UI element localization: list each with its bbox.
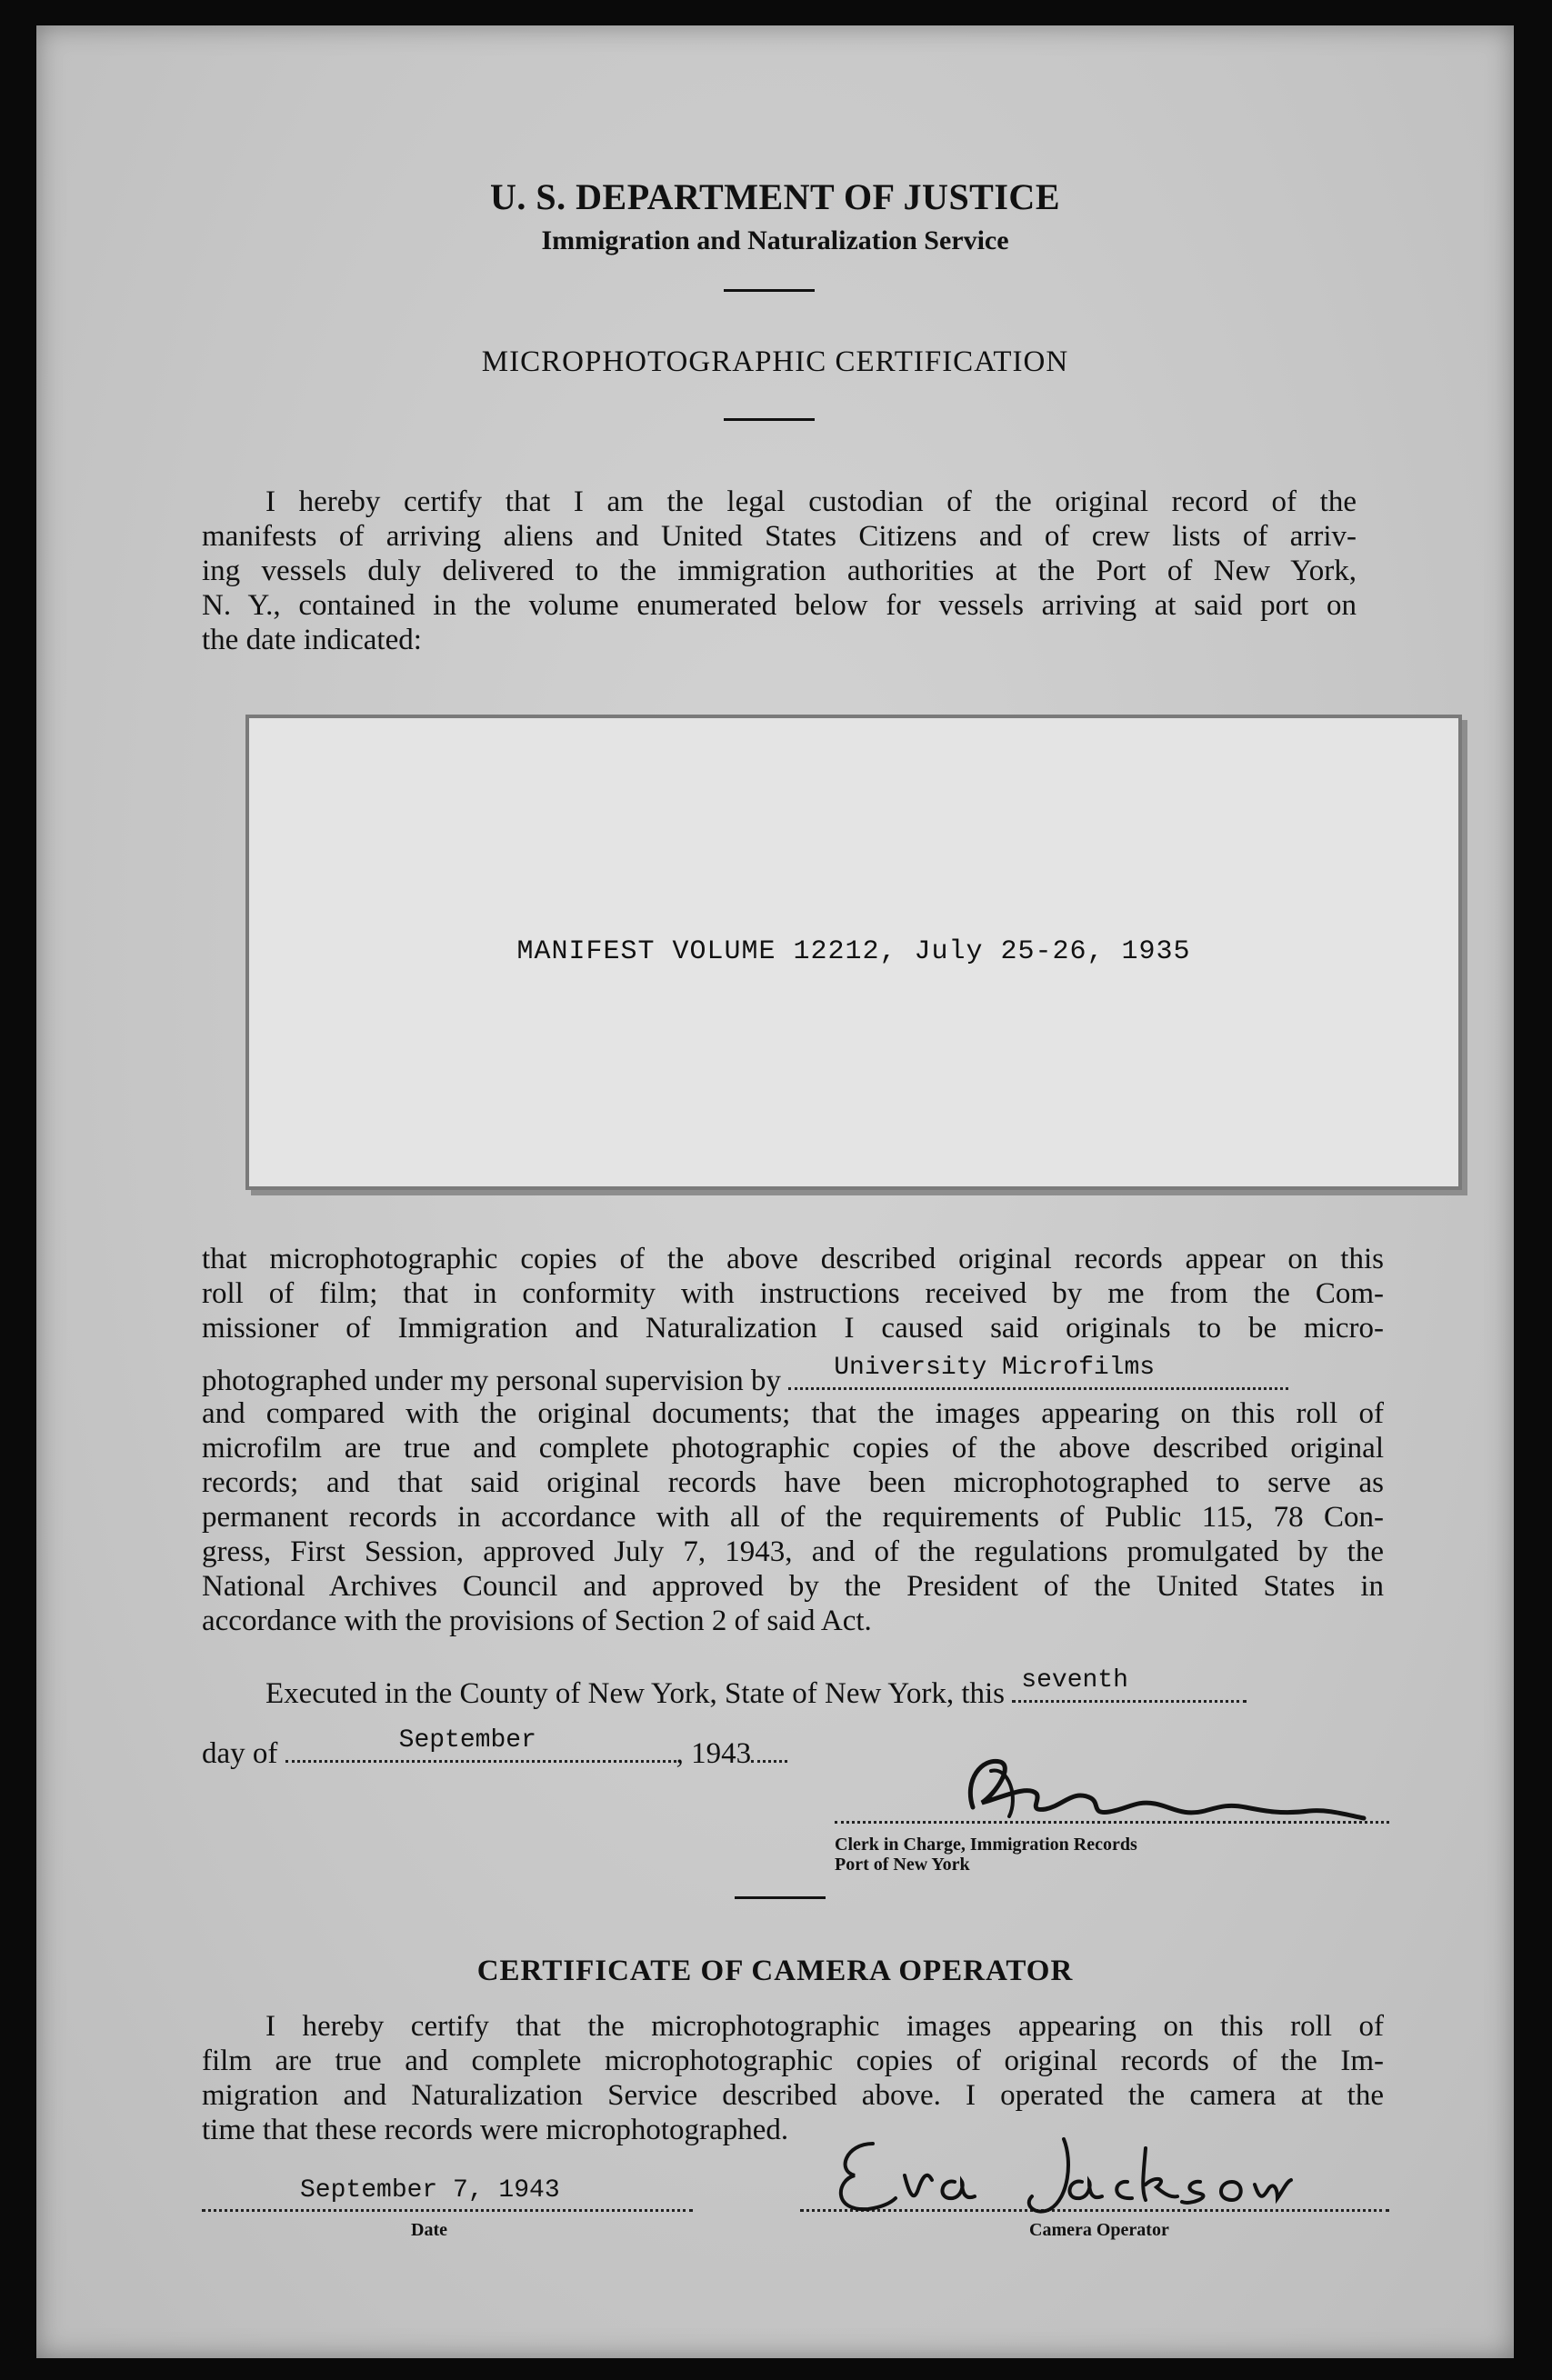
para-line: permanent records in accordance with all of the requirements of Public 115, 78 Con- (202, 1501, 1384, 1534)
para-line: roll of film; that in conformity with instructions received by me from the Com- (202, 1277, 1384, 1310)
para-line: gress, First Session, approved July 7, 1943, and of the regulations promulgated by the (202, 1535, 1384, 1568)
para-line: N. Y., contained in the volume enumerated below for vessels arriving at said port on (202, 589, 1357, 622)
copies-paragraph (202, 1242, 1384, 1345)
camera-certificate-title: CERTIFICATE OF CAMERA OPERATOR (476, 1955, 1074, 1987)
date-field (202, 2209, 693, 2212)
divider (735, 1896, 826, 1899)
manifest-volume: MANIFEST VOLUME 12212, July 25-26, 1935 (516, 936, 1191, 967)
certificate-sheet (36, 25, 1514, 2358)
year-value: , 1943 (676, 1737, 752, 1770)
clerk-signature (946, 1744, 1373, 1835)
para-line: ing vessels duly delivered to the immigration authorities at the Port of New York, (202, 555, 1357, 587)
date-label: Date (411, 2220, 447, 2240)
supervision-prefix: photographed under my personal supervision by (202, 1365, 781, 1397)
divider (724, 289, 815, 292)
day-of-line (202, 1726, 787, 1771)
clerk-title: Clerk in Charge, Immigration Records (835, 1835, 1137, 1855)
para-line: I hereby certify that I am the legal custodian of the original record of the (265, 485, 1357, 518)
month-field (285, 1726, 676, 1763)
executed-day-field (1012, 1666, 1247, 1703)
para-line: records; and that said original records have been microphotographed to serve as (202, 1466, 1384, 1499)
manifest-box (245, 715, 1462, 1190)
certification-title: MICROPHOTOGRAPHIC CERTIFICATION (481, 345, 1069, 378)
para-line: time that these records were microphotographed. (202, 2114, 789, 2146)
date-value: September 7, 1943 (300, 2176, 560, 2205)
para-line: and compared with the original documents; that the images appearing on this roll of (202, 1397, 1384, 1430)
clerk-port: Port of New York (835, 1855, 970, 1875)
custodian-paragraph (202, 485, 1357, 657)
day-of-prefix: day of (202, 1737, 278, 1770)
supervision-field (788, 1354, 1288, 1390)
para-line: missioner of Immigration and Naturalization I caused said originals to be micro- (202, 1312, 1384, 1345)
para-line: accordance with the provisions of Section 2 of said Act. (202, 1605, 872, 1637)
para-line: microfilm are true and complete photographic copies of the above described original (202, 1432, 1384, 1465)
operator-label: Camera Operator (1029, 2220, 1169, 2240)
executed-day: seventh (1021, 1666, 1128, 1695)
para-line: the date indicated: (202, 624, 422, 656)
para-line: film are true and complete microphotographic copies of original records of the Im- (202, 2045, 1384, 2077)
supervision-value: University Microfilms (834, 1354, 1156, 1382)
department-heading: U. S. DEPARTMENT OF JUSTICE (490, 176, 1060, 217)
executed-line (265, 1666, 1247, 1711)
para-line: I hereby certify that the microphotographic images appearing on this roll of (265, 2010, 1384, 2043)
executed-prefix: Executed in the County of New York, State of New York, this (265, 1677, 1006, 1710)
para-line: National Archives Council and approved by the President of the United States in (202, 1570, 1384, 1603)
year-dots (751, 1733, 787, 1763)
supervision-line (202, 1354, 1288, 1398)
compliance-paragraph (202, 1396, 1384, 1638)
operator-signature (818, 2125, 1291, 2225)
service-heading: Immigration and Naturalization Service (541, 225, 1009, 255)
para-line: migration and Naturalization Service described above. I operated the camera at the (202, 2079, 1384, 2112)
divider (724, 418, 815, 421)
month-value: September (398, 1726, 536, 1755)
para-line: manifests of arriving aliens and United States Citizens and of crew lists of arriv- (202, 520, 1357, 553)
para-line: that microphotographic copies of the above described original records appear on this (202, 1243, 1384, 1275)
